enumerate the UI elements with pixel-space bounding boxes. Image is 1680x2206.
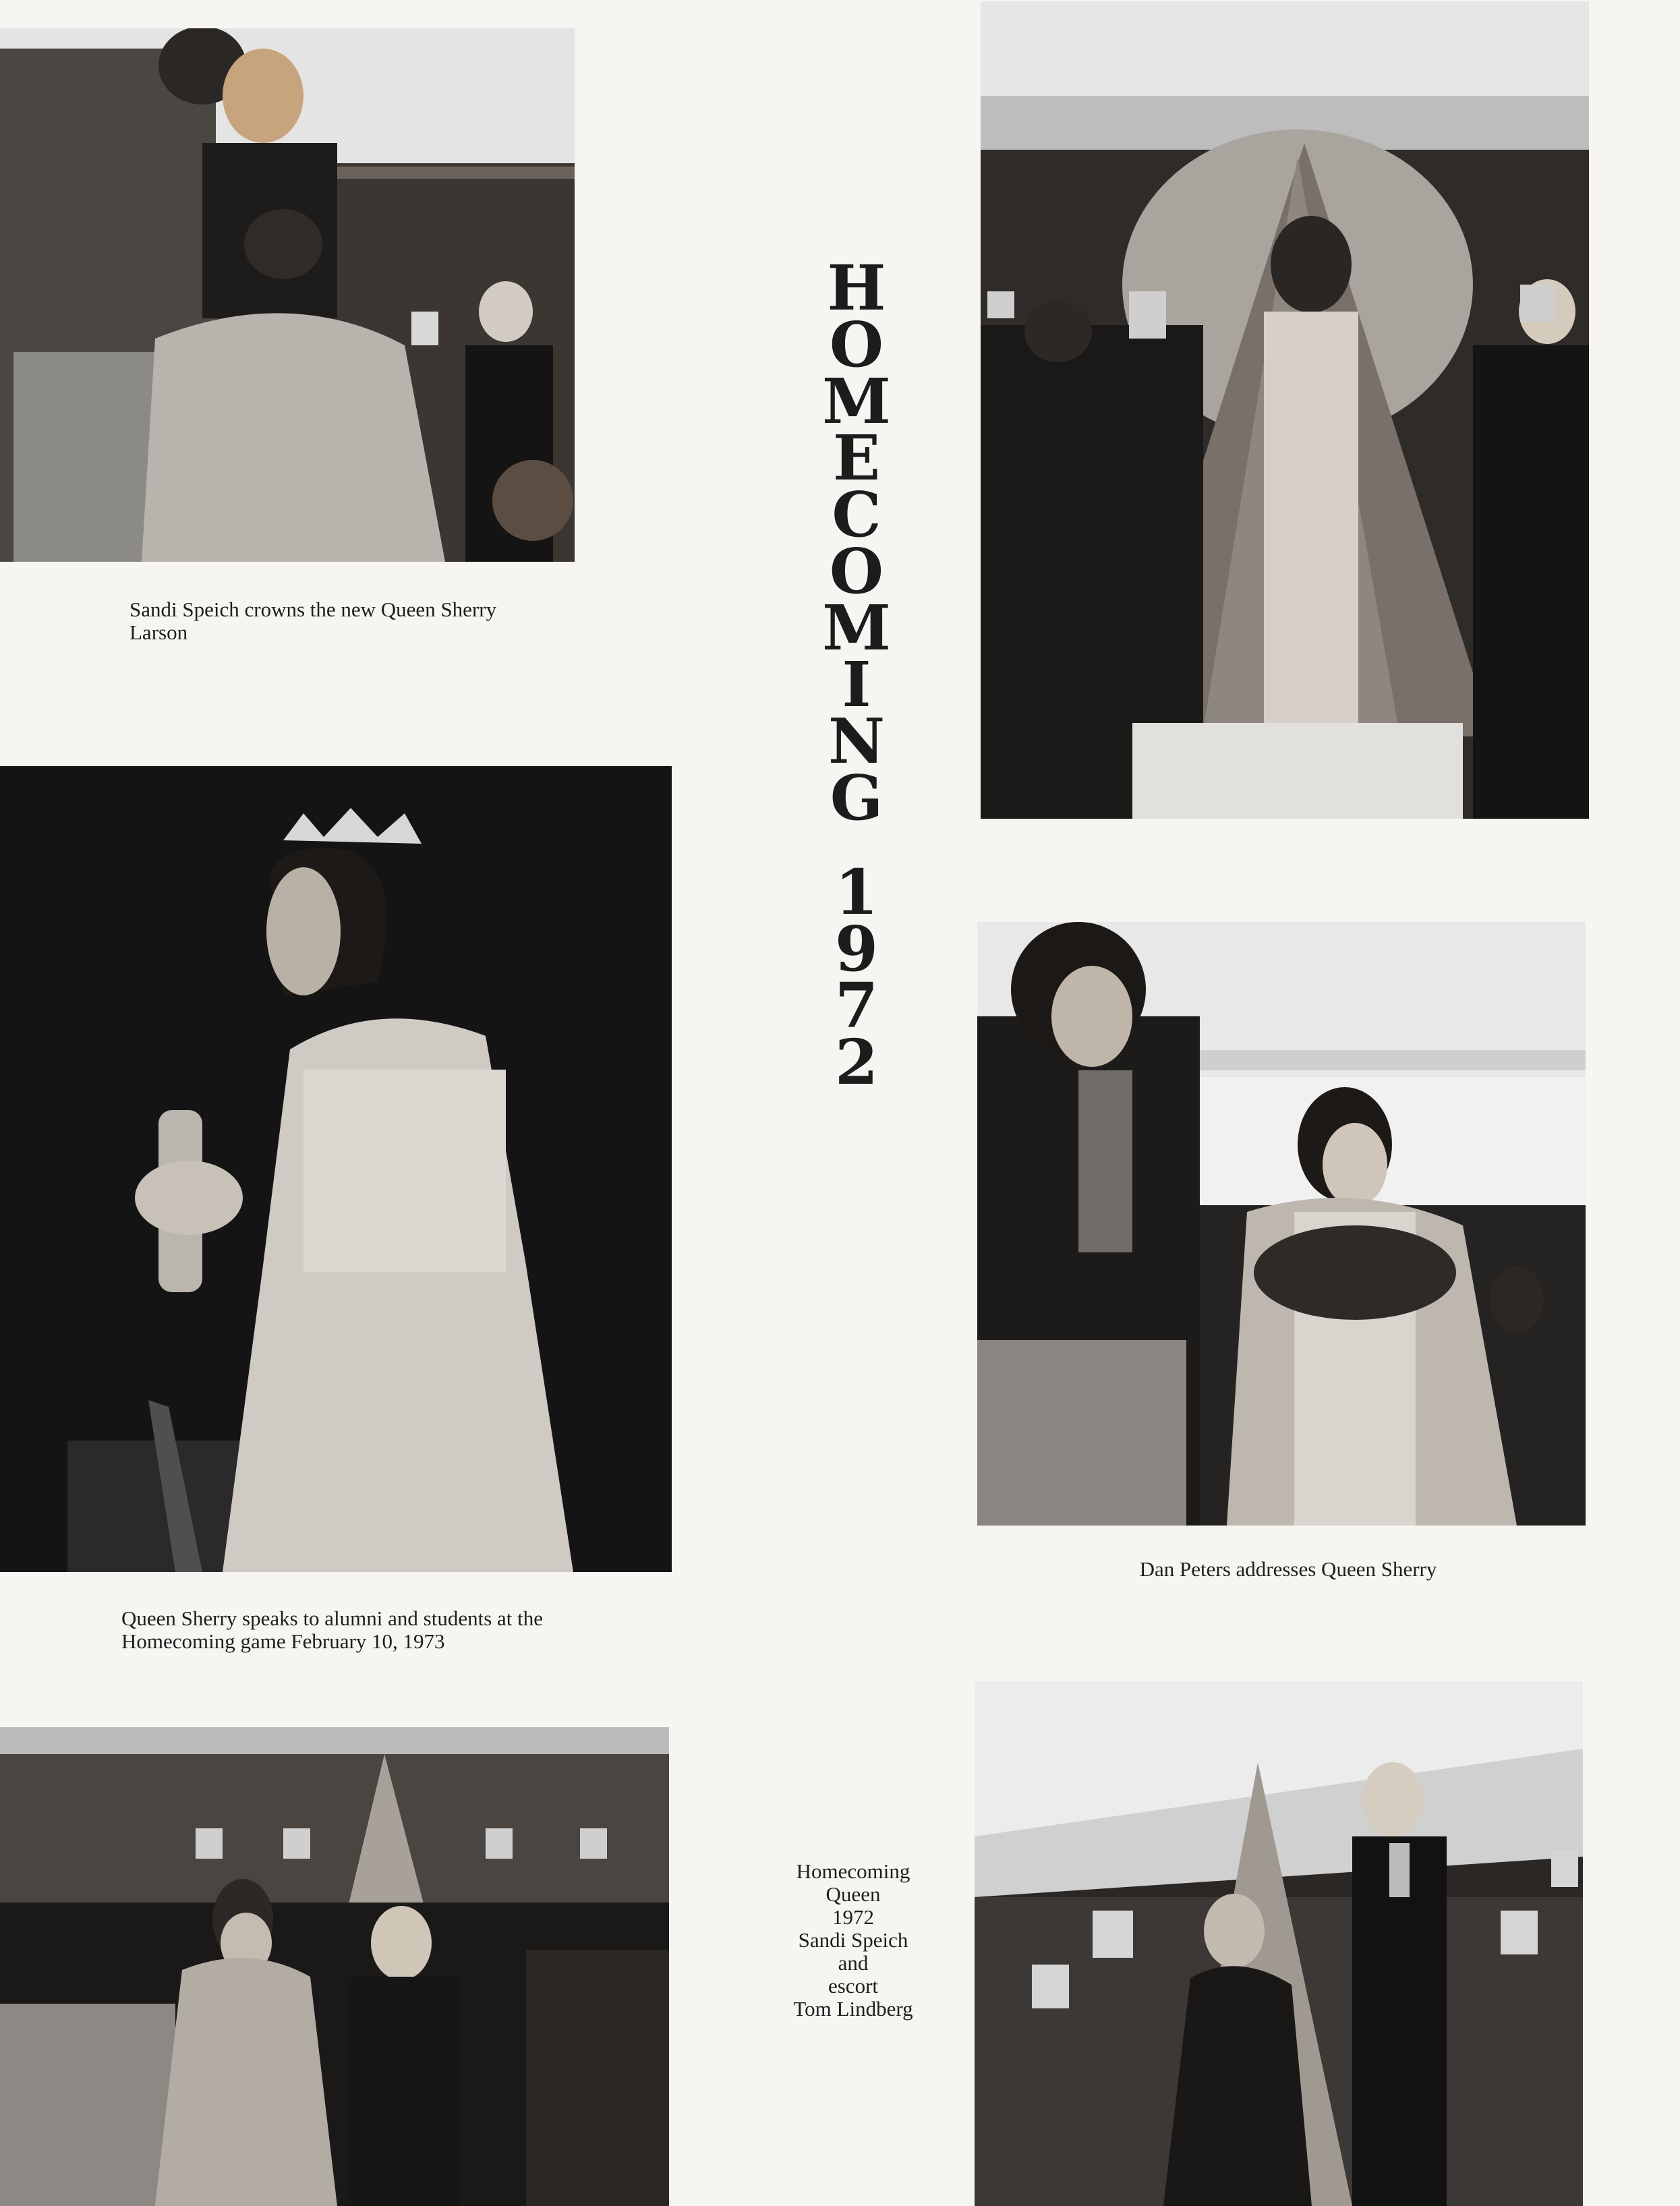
title-letter: C bbox=[832, 478, 881, 551]
caption-coronation: Sandi Speich crowns the new Queen Sherry Larson bbox=[129, 598, 497, 644]
title-letter: M bbox=[822, 591, 891, 664]
title-letter: N bbox=[828, 705, 886, 778]
title-letter: O bbox=[829, 535, 884, 608]
title-letter: O bbox=[829, 308, 884, 381]
photo-court-procession bbox=[0, 1727, 669, 2206]
photo-queen-canopy bbox=[981, 1, 1589, 819]
title-digit: 2 bbox=[834, 1026, 878, 1099]
title-letter: H bbox=[827, 252, 886, 324]
title-letter: M bbox=[822, 365, 891, 438]
title-letter: I bbox=[842, 648, 871, 721]
title-digit: 7 bbox=[834, 969, 878, 1042]
photo-queen-speaking bbox=[0, 766, 672, 1572]
title-digit: 1 bbox=[834, 856, 878, 929]
title-letter: G bbox=[830, 761, 884, 834]
photo-dan-peters bbox=[977, 922, 1586, 1526]
caption-speech: Queen Sherry speaks to alumni and students at the Homecoming game February 10, 1973 bbox=[121, 1606, 544, 1653]
page-title bbox=[803, 252, 910, 1099]
photo-coronation bbox=[0, 28, 575, 562]
photo-former-queen-escort bbox=[975, 1681, 1583, 2206]
caption-address: Dan Peters addresses Queen Sherry bbox=[1139, 1557, 1437, 1581]
title-letter: E bbox=[832, 422, 881, 494]
caption-former-queen: Homecoming Queen 1972 Sandi Speich and escort Tom Lindberg bbox=[793, 1859, 913, 2021]
title-digit: 9 bbox=[834, 912, 878, 985]
